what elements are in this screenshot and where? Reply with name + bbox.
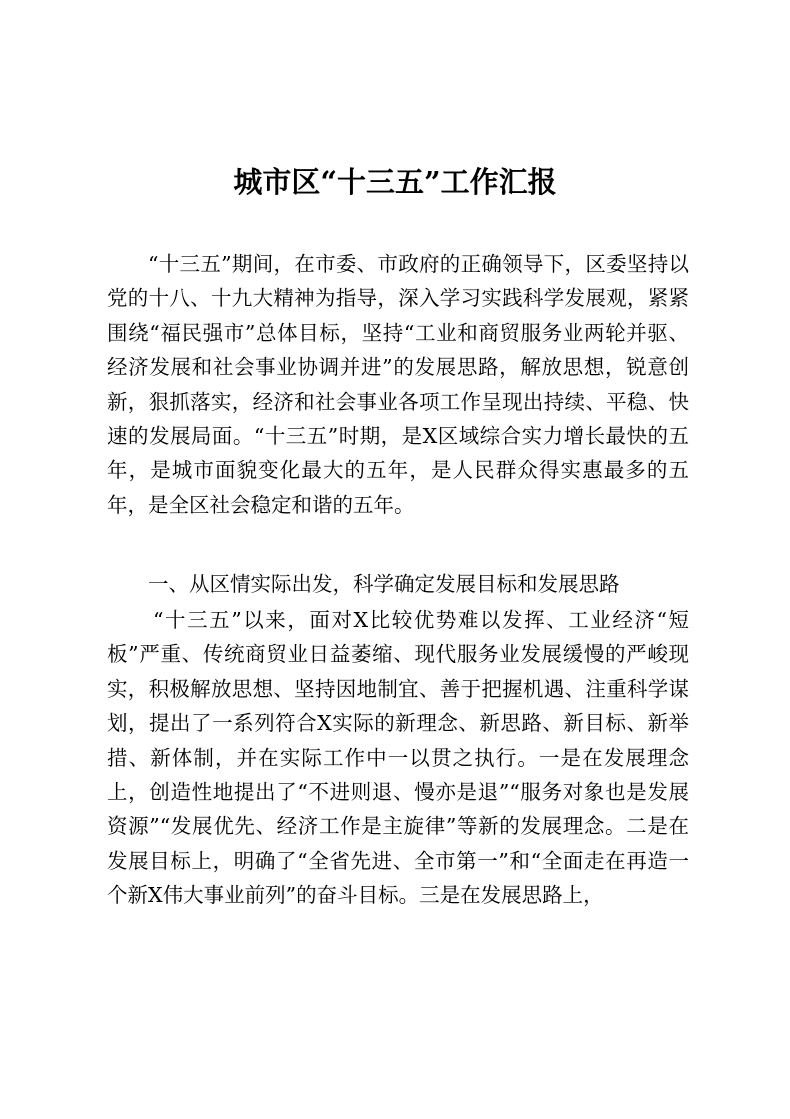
paragraph-section-1: “十三五”以来，面对X比较优势难以发挥、工业经济“短板”严重、传统商贸业日益萎缩、现代服务业发展缓慢的严峻现实，积极解放思想、坚持因地制宜、善于把握机遇、注重科学谋划，提出了一系列符合X实际的新理念、新思路、新目标、新举措、新体制，并在实际工作中一以贯之执行。一是在发展理念上，创造性地提出了“不进则退、慢亦是退”“服务对象也是发展资源”“发展优先、经济工作是主旋律”等新的发展理念。二是在发展目标上，明确了“全省先进、全市第一”和“全面走在再造一个新X伟大事业前列”的奋斗目标。三是在发展思路上， xyxy=(107,608,689,908)
document-title: 城市区“十三五”工作汇报 xyxy=(233,165,557,199)
section-heading-1: 一、从区情实际出发，科学确定发展目标和发展思路 xyxy=(148,572,620,596)
paragraph-intro: “十三五”期间，在市委、市政府的正确领导下，区委坚持以党的十八、十九大精神为指导，深入学习实践科学发展观，紧紧围绕“福民强市”总体目标，坚持“工业和商贸服务业两轮并驱、经济发展和社会事业协调并进”的发展思路，解放思想，锐意创新，狠抓落实，经济和社会事业各项工作呈现出持续、平稳、快速的发展局面。“十三五”时期，是X区域综合实力增长最快的五年，是城市面貌变化最大的五年，是人民群众得实惠最多的五年，是全区社会稳定和谐的五年。 xyxy=(107,252,689,517)
